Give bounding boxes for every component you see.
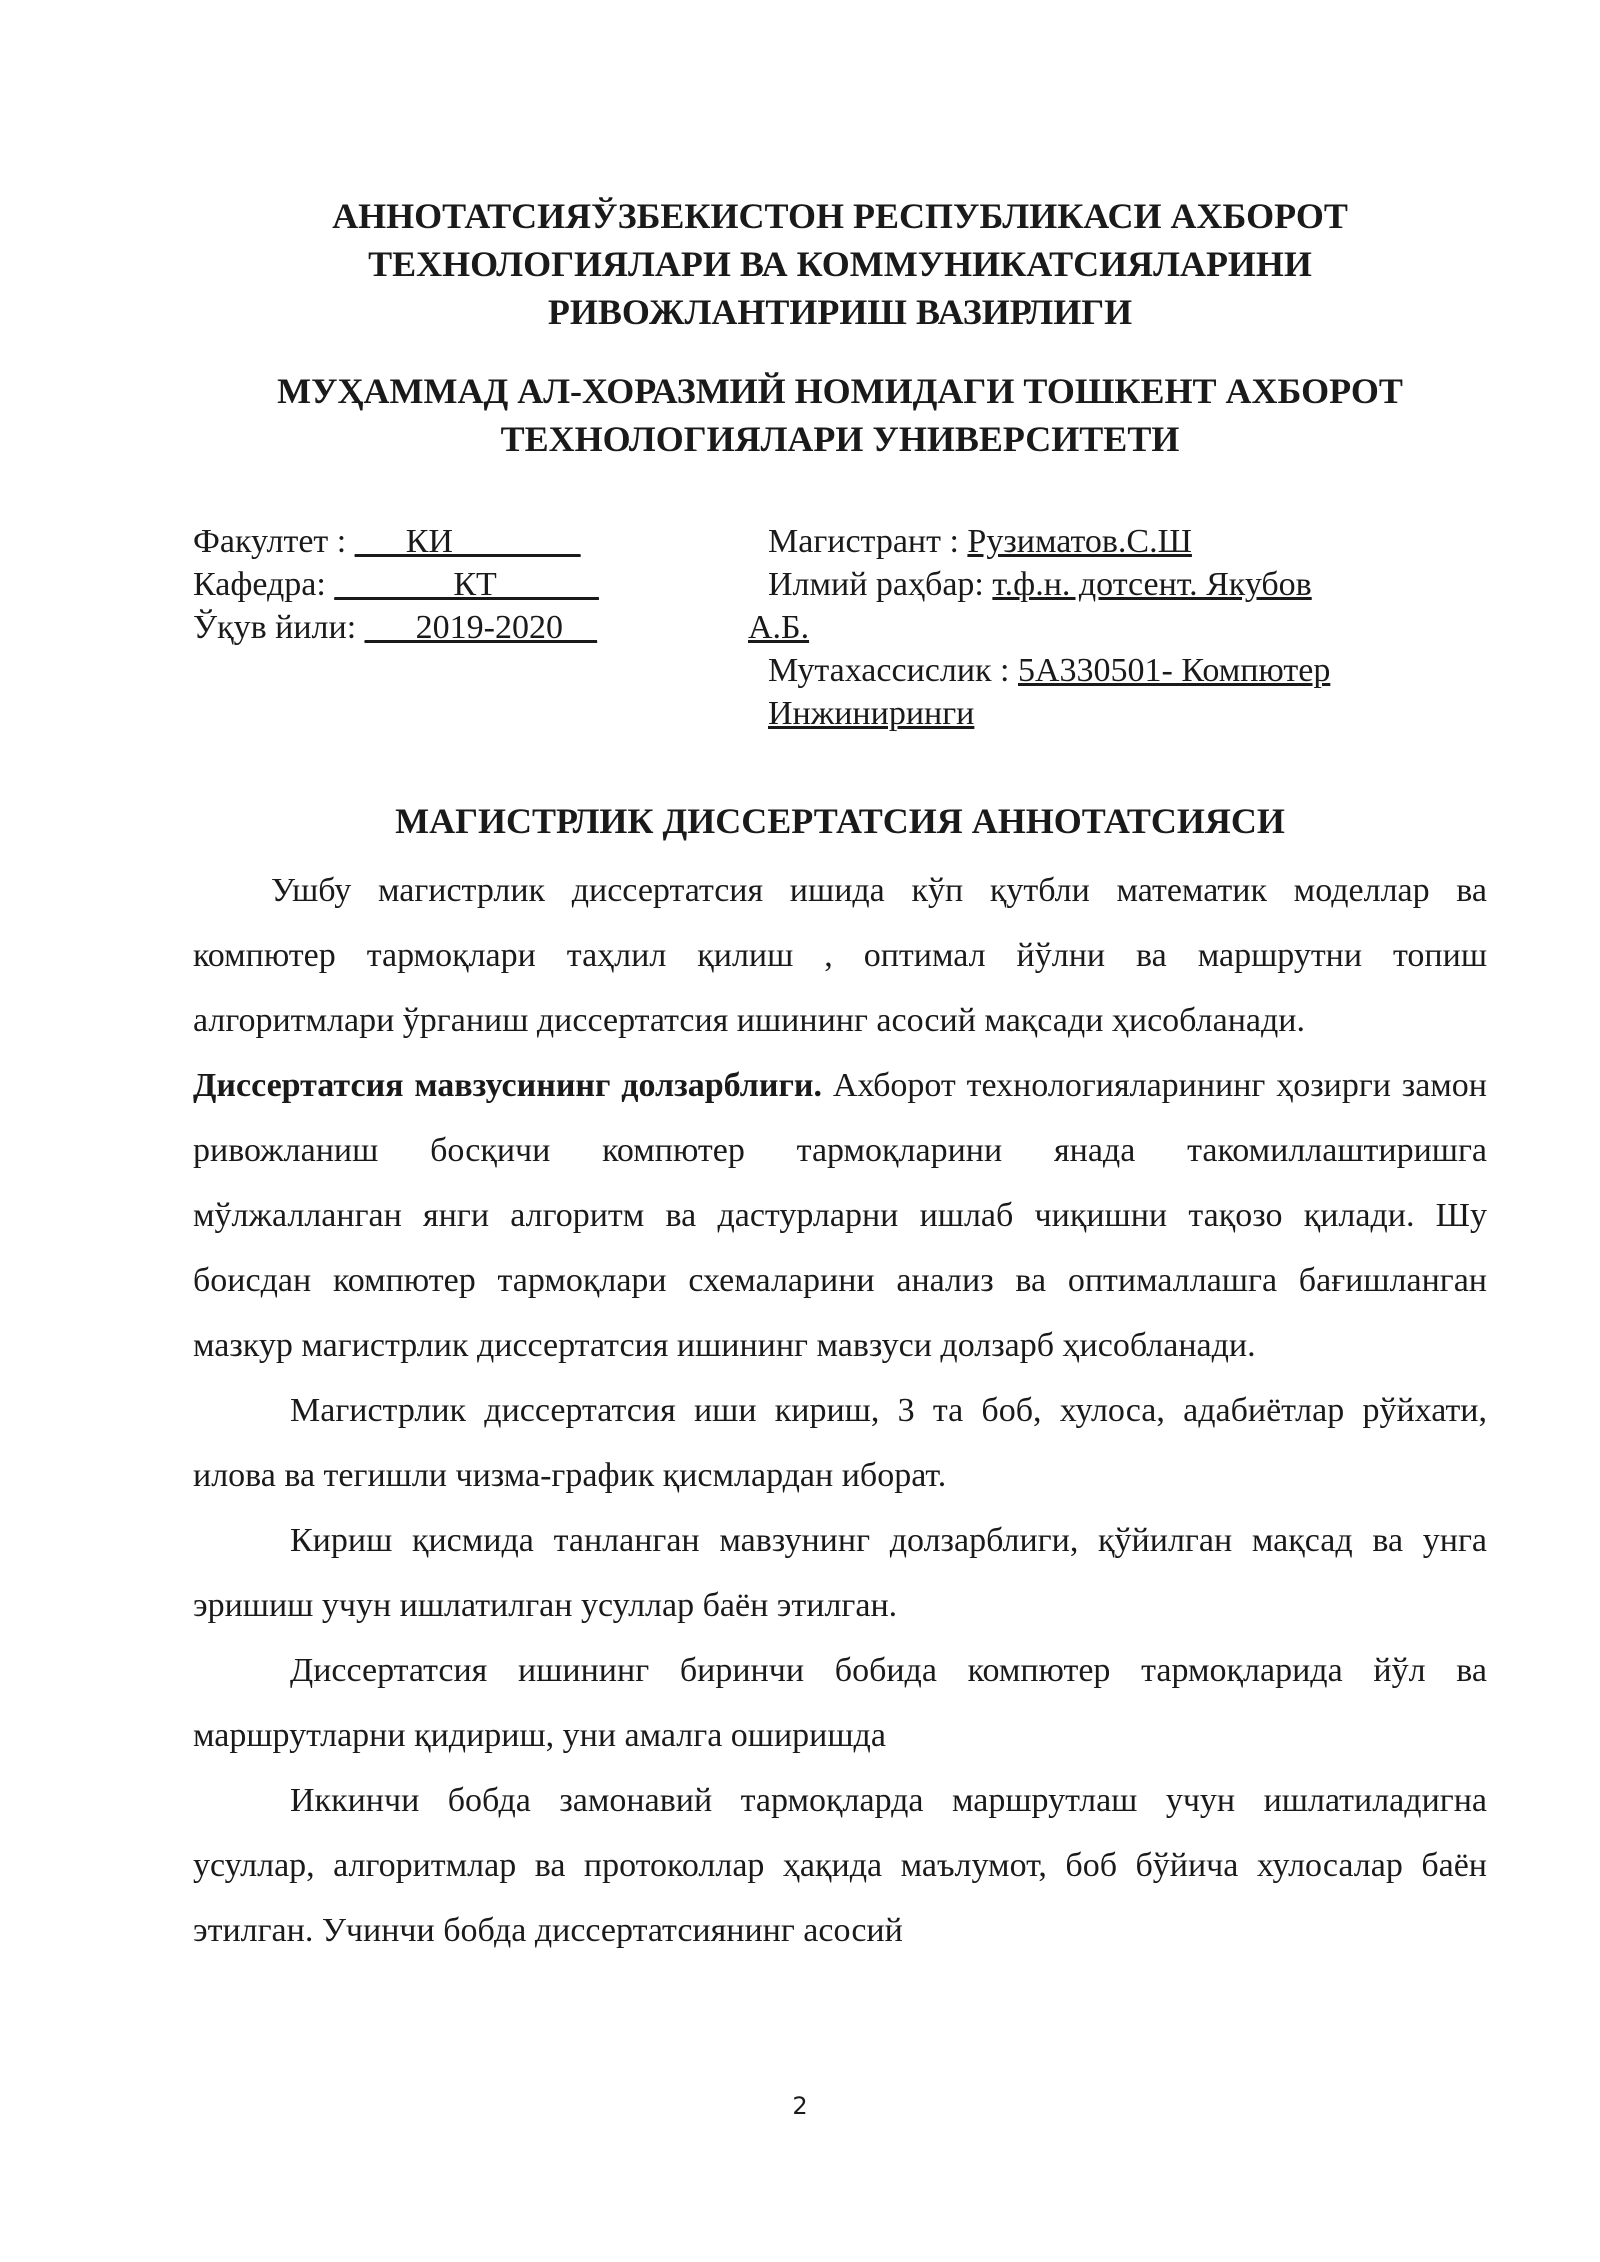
relevance-text: Ахборот технологияларининг ҳозирги замон ривожланиш босқичи компютер тармоқларини янада такомиллаштиришга мўлжалланган янги алгоритм ва дастурларни ишлаб чиқишни тақозо қилади. Шу боисдан компютер тармоқлари схемаларини анализ ва оптималлашга бағишланган мазкур магистрлик диссертатсия ишининг мавзуси долзарб ҳисобланади. — [193, 1067, 1488, 1364]
meta-left-block — [193, 520, 713, 649]
master-row — [768, 520, 1468, 563]
faculty-row — [193, 520, 713, 563]
faculty-label: Факултет : — [193, 523, 355, 560]
advisor-row — [768, 563, 1468, 606]
university-heading: МУҲАММАД АЛ-ХОРАЗМИЙ НОМИДАГИ ТОШКЕНТ АХБОРОТ ТЕХНОЛОГИЯЛАРИ УНИВЕРСИТЕТИ — [277, 371, 1403, 459]
specialty-value-continued: Инжиниринги — [768, 695, 975, 732]
paragraph-structure: Магистрлик диссертатсия иши кириш, 3 та боб, хулоса, адабиётлар рўйхати, илова ва тегишли чизма-график қисмлардан иборат. — [193, 1392, 1487, 1494]
advisor-value: т.ф.н. дотсент. Якубов — [992, 566, 1312, 603]
advisor-value-continued: А.Б. — [748, 609, 810, 646]
paragraph-chapter-two: Иккинчи бобда замонавий тармоқларда маршрутлаш учун ишлатиладигна усуллар, алгоритмлар ва протоколлар ҳақида маълумот, боб бўйича хулосалар баён этилган. Учинчи бобда диссертатсиянинг асосий — [193, 1782, 1487, 1949]
master-value: Рузиматов.С.Ш — [967, 523, 1192, 560]
advisor-label: Илмий раҳбар: — [768, 566, 993, 603]
ministry-heading: АННОТАТСИЯЎЗБЕКИСТОН РЕСПУБЛИКАСИ АХБОРОТ ТЕХНОЛОГИЯЛАРИ ВА КОММУНИКАТСИЯЛАРИНИ РИВОЖЛАНТИРИШ ВАЗИРЛИГИ — [332, 196, 1348, 332]
specialty-label: Мутахассислик : — [768, 652, 1018, 689]
paragraph-relevance — [193, 1053, 1487, 1378]
page-number: 2 — [792, 2092, 808, 2120]
department-row — [193, 563, 713, 606]
year-row — [193, 606, 713, 649]
faculty-value: ___КИ _______ — [354, 523, 581, 560]
advisor-row-continued — [748, 606, 1468, 649]
year-label: Ўқув йили: — [193, 609, 365, 646]
meta-right-block — [748, 520, 1468, 735]
paragraph-introduction: Кириш қисмида танланган мавзунинг долзарблиги, қўйилган мақсад ва унга эришиш учун ишлатилган усуллар баён этилган. — [193, 1522, 1487, 1624]
department-value: _______КТ______ — [334, 566, 599, 603]
specialty-row — [768, 649, 1468, 692]
department-label: Кафедра: — [193, 566, 335, 603]
year-value: ___2019-2020__ — [364, 609, 597, 646]
section-title: МАГИСТРЛИК ДИССЕРТАТСИЯ АННОТАТСИЯСИ — [395, 801, 1285, 841]
paragraph-chapter-one: Диссертатсия ишининг биринчи бобида компютер тармоқларида йўл ва маршрутларни қидириш, уни амалга оширишда — [193, 1652, 1487, 1754]
specialty-value: 5А330501- Компютер — [1018, 652, 1331, 689]
master-label: Магистрант : — [768, 523, 968, 560]
paragraph-purpose: Ушбу магистрлик диссертатсия ишида кўп қутбли математик моделлар ва компютер тармоқлари таҳлил қилиш , оптимал йўлни ва маршрутни топиш алгоритмлари ўрганиш диссертатсия ишининг асосий мақсади ҳисобланади. — [193, 872, 1487, 1039]
specialty-row-continued — [768, 692, 1468, 735]
relevance-heading: Диссертатсия мавзусининг долзарблиги. — [193, 1067, 823, 1104]
abstract-body — [193, 858, 1487, 1963]
